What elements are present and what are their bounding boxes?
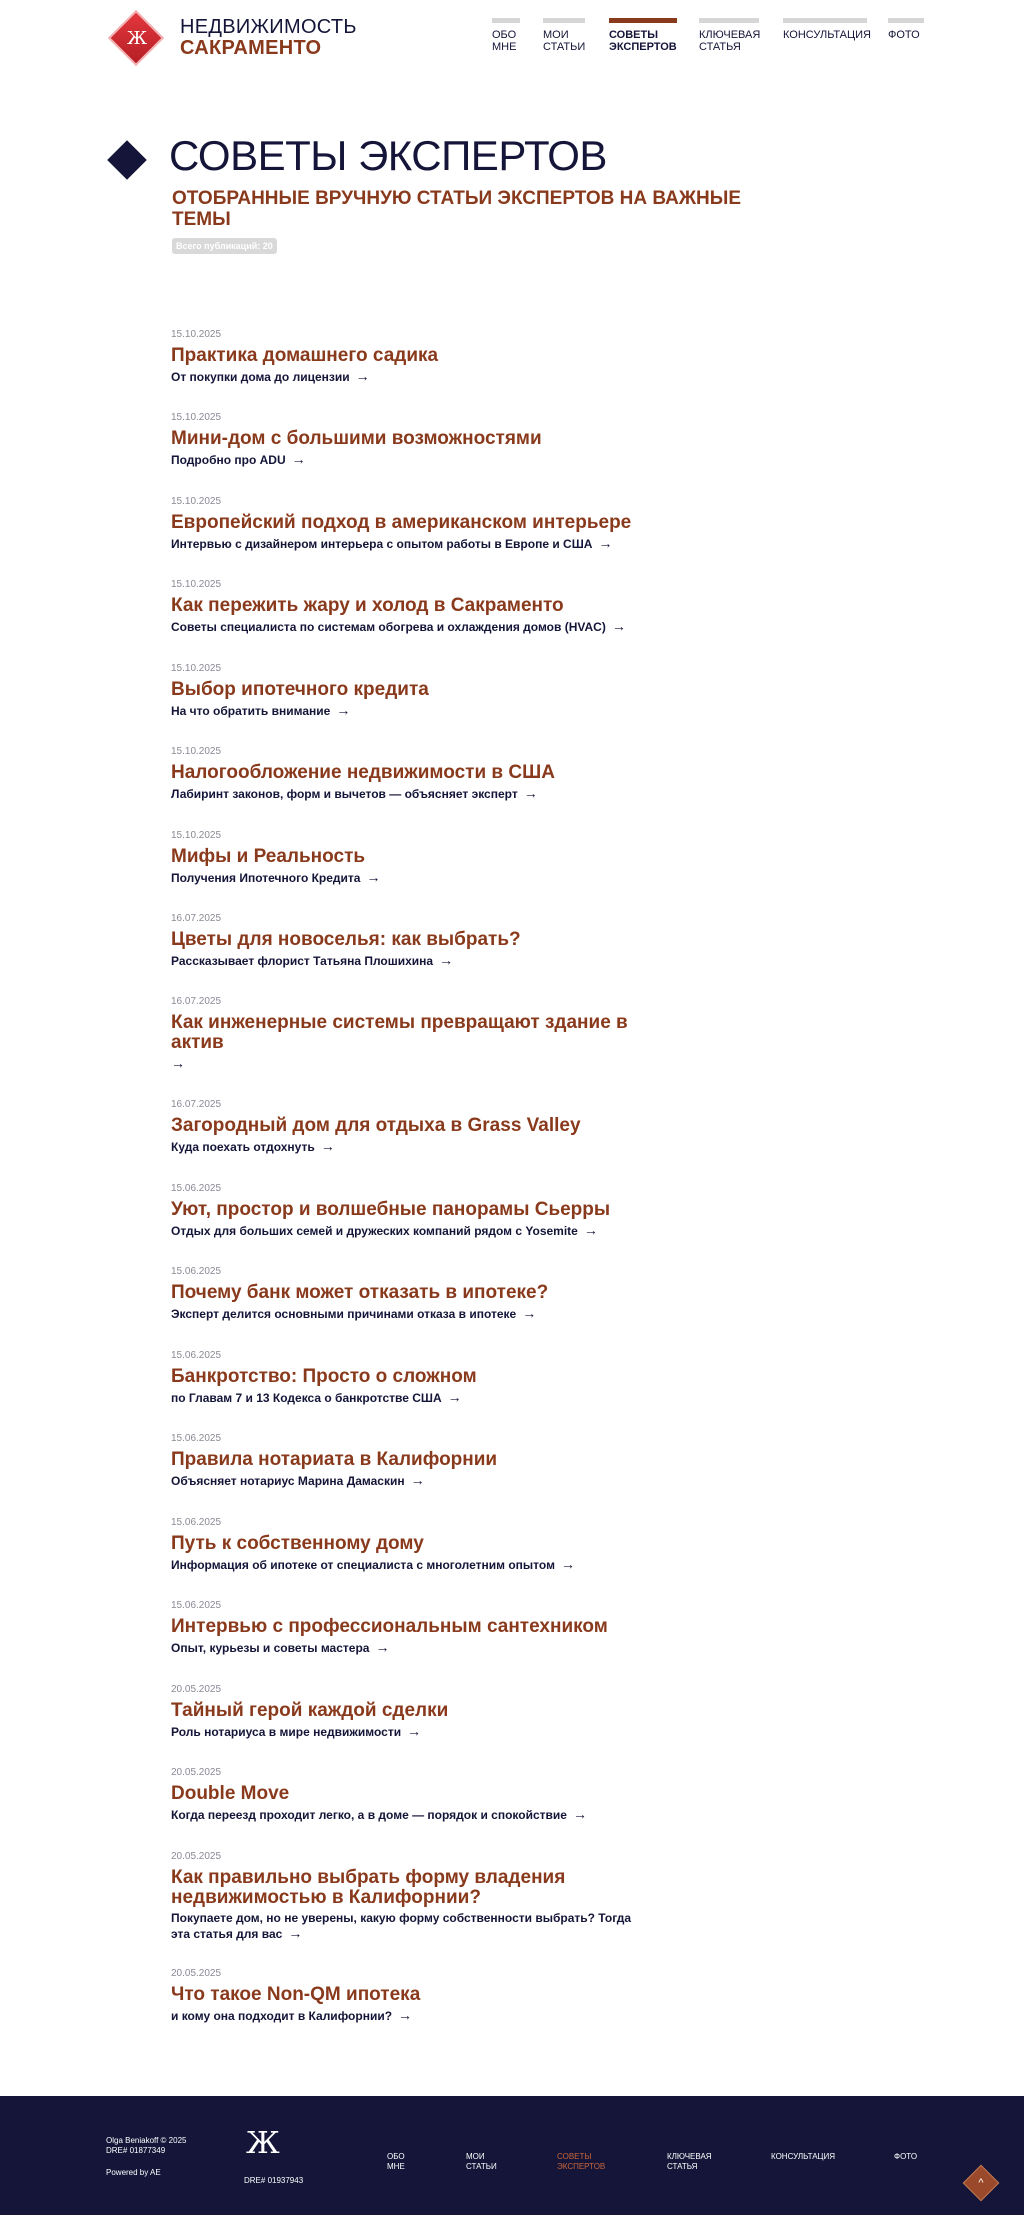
article-date: 15.06.2025 xyxy=(171,1183,222,1194)
article-item[interactable] xyxy=(171,996,691,1072)
footer-nav-label: ОБО xyxy=(387,2152,405,2161)
nav-item-consultation[interactable] xyxy=(783,18,871,41)
article-title[interactable]: Как правильно выбрать форму владения недвижимостью в Калифорнии? xyxy=(171,1867,566,1908)
nav-indicator xyxy=(543,18,585,23)
footer-nav-my-articles[interactable] xyxy=(466,2152,497,2172)
footer-nav-about[interactable] xyxy=(387,2152,405,2172)
article-date: 15.10.2025 xyxy=(171,579,222,590)
arrow-right-icon[interactable]: → xyxy=(291,451,306,467)
article-title[interactable]: Загородный дом для отдыха в Grass Valley xyxy=(171,1115,581,1136)
dre-number: DRE# 01877349 xyxy=(106,2146,166,2155)
article-item[interactable] xyxy=(171,1183,691,1239)
footer-nav-label: КОНСУЛЬТАЦИЯ xyxy=(771,2152,835,2161)
article-item[interactable] xyxy=(171,1350,691,1406)
article-title[interactable]: Как пережить жару и холод в Сакраменто xyxy=(171,595,564,616)
nav-item-expert-advice[interactable] xyxy=(609,18,677,53)
top-navigation xyxy=(0,18,1024,58)
nav-item-my-articles[interactable] xyxy=(543,18,585,53)
arrow-right-icon[interactable]: → xyxy=(407,1723,422,1739)
publication-count-badge: Всего публикаций: 20 xyxy=(172,238,277,254)
article-date: 16.07.2025 xyxy=(171,996,222,1007)
article-item[interactable] xyxy=(171,1517,691,1573)
arrow-right-icon[interactable]: → xyxy=(447,1389,462,1405)
article-subtitle[interactable]: Лабиринт законов, форм и вычетов — объясняет эксперт → xyxy=(171,785,538,801)
article-subtitle[interactable]: Эксперт делится основными причинами отказа в ипотеке → xyxy=(171,1305,537,1321)
footer-nav-consultation[interactable] xyxy=(771,2152,835,2162)
nav-label: КЛЮЧЕВАЯ xyxy=(699,29,761,41)
footer-nav-photo[interactable] xyxy=(894,2152,917,2162)
arrow-right-icon[interactable]: → xyxy=(171,1055,185,1071)
article-item[interactable] xyxy=(171,496,691,552)
article-date: 16.07.2025 xyxy=(171,1099,222,1110)
page-subtitle: ОТОБРАННЫЕ ВРУЧНУЮ СТАТЬИ ЭКСПЕРТОВ НА ВАЖНЫЕ ТЕМЫ xyxy=(172,188,742,230)
article-subtitle[interactable]: На что обратить внимание → xyxy=(171,702,351,718)
footer-nav-label: СТАТЬЯ xyxy=(667,2162,698,2171)
article-item[interactable] xyxy=(171,913,691,969)
article-title[interactable]: Выбор ипотечного кредита xyxy=(171,679,429,700)
article-subtitle[interactable] xyxy=(171,1056,691,1072)
article-title[interactable]: Интервью с профессиональным сантехником xyxy=(171,1616,608,1637)
article-item[interactable] xyxy=(171,1851,691,1942)
article-subtitle[interactable]: по Главам 7 и 13 Кодекса о банкротстве США → xyxy=(171,1389,462,1405)
nav-indicator xyxy=(699,18,759,23)
site-footer xyxy=(0,2096,1024,2215)
footer-nav-label: КЛЮЧЕВАЯ xyxy=(667,2152,712,2161)
arrow-right-icon[interactable]: → xyxy=(560,1556,575,1572)
article-subtitle[interactable]: Куда поехать отдохнуть → xyxy=(171,1138,335,1154)
article-title[interactable]: Налогообложение недвижимости в США xyxy=(171,762,555,783)
footer-dre-number: DRE# 01937943 xyxy=(244,2176,304,2185)
article-date: 15.06.2025 xyxy=(171,1600,222,1611)
nav-label: ОБО xyxy=(492,29,517,41)
article-title[interactable]: Путь к собственному дому xyxy=(171,1533,424,1554)
chevron-up-icon: ^ xyxy=(978,2177,984,2189)
arrow-right-icon[interactable]: → xyxy=(439,952,454,968)
article-date: 15.10.2025 xyxy=(171,412,222,423)
article-subtitle[interactable]: Получения Ипотечного Кредита → xyxy=(171,869,381,885)
article-title[interactable]: Цветы для новоселья: как выбрать? xyxy=(171,929,521,950)
article-date: 15.06.2025 xyxy=(171,1517,222,1528)
arrow-right-icon[interactable]: → xyxy=(398,2007,413,2023)
logo-mark-icon: Ж xyxy=(108,10,165,67)
arrow-right-icon[interactable]: → xyxy=(522,1305,537,1321)
arrow-right-icon[interactable]: → xyxy=(375,1639,390,1655)
copyright-text: Olga Beniakoff © 2025 xyxy=(106,2136,187,2145)
article-subtitle[interactable]: Объясняет нотариус Марина Дамаскин → xyxy=(171,1472,425,1488)
article-date: 20.05.2025 xyxy=(171,1851,222,1862)
footer-nav-label: ФОТО xyxy=(894,2152,918,2161)
article-date: 20.05.2025 xyxy=(171,1684,222,1695)
article-subtitle[interactable]: и кому она подходит в Калифорнии? → xyxy=(171,2007,413,2023)
footer-nav-key-article[interactable] xyxy=(667,2152,712,2172)
article-subtitle[interactable]: Рассказывает флорист Татьяна Плошихина → xyxy=(171,952,454,968)
nav-indicator xyxy=(609,18,677,23)
arrow-right-icon[interactable]: → xyxy=(410,1472,425,1488)
article-subtitle[interactable]: Покупаете дом, но не уверены, какую форму собственности выбрать? Тогда эта статья для вас → xyxy=(171,1911,632,1941)
arrow-right-icon[interactable]: → xyxy=(523,785,538,801)
page-title: СОВЕТЫ ЭКСПЕРТОВ xyxy=(169,132,607,179)
footer-nav-label: СТАТЬИ xyxy=(466,2162,497,2171)
article-date: 15.06.2025 xyxy=(171,1266,222,1277)
nav-item-photo[interactable] xyxy=(888,18,924,41)
article-date: 20.05.2025 xyxy=(171,1767,222,1778)
article-subtitle[interactable]: Опыт, курьезы и советы мастера → xyxy=(171,1639,390,1655)
article-subtitle[interactable]: Подробно про ADU → xyxy=(171,451,306,467)
nav-label: СОВЕТЫ xyxy=(609,29,658,41)
article-title[interactable]: Практика домашнего садика xyxy=(171,345,439,366)
article-title[interactable]: Банкротство: Просто о сложном xyxy=(171,1366,477,1387)
arrow-right-icon[interactable]: → xyxy=(572,1806,587,1822)
article-date: 15.06.2025 xyxy=(171,1350,222,1361)
nav-label: СТАТЬЯ xyxy=(699,41,741,53)
powered-by[interactable]: Powered by AE xyxy=(106,2168,161,2177)
article-item[interactable] xyxy=(171,1968,691,2024)
article-item[interactable] xyxy=(171,1767,691,1823)
nav-label: МНЕ xyxy=(492,41,517,53)
article-date: 15.10.2025 xyxy=(171,329,222,340)
article-title[interactable]: Double Move xyxy=(171,1783,290,1804)
logo-line1: НЕДВИЖИМОСТЬ xyxy=(180,16,357,38)
article-subtitle[interactable]: Интервью с дизайнером интерьера с опытом работы в Европе и США → xyxy=(171,535,613,551)
arrow-right-icon[interactable]: → xyxy=(611,618,626,634)
article-subtitle[interactable]: Советы специалиста по системам обогрева и охлаждения домов (HVAC) → xyxy=(171,618,626,634)
arrow-right-icon[interactable]: → xyxy=(288,1925,303,1941)
nav-label: СТАТЬИ xyxy=(543,41,586,53)
article-item[interactable] xyxy=(171,329,691,385)
nav-indicator xyxy=(888,18,924,23)
footer-logo-icon[interactable]: Ж xyxy=(246,2126,276,2161)
arrow-right-icon[interactable]: → xyxy=(320,1138,335,1154)
logo-line2: САКРАМЕНТО xyxy=(180,37,322,59)
article-date: 15.10.2025 xyxy=(171,830,222,841)
article-date: 15.10.2025 xyxy=(171,496,222,507)
nav-label: МОИ xyxy=(543,29,569,41)
nav-item-key-article[interactable] xyxy=(699,18,759,53)
article-title[interactable]: Как инженерные системы превращают здание в актив xyxy=(171,1012,628,1053)
footer-nav-label: СОВЕТЫ xyxy=(557,2152,592,2161)
article-title[interactable]: Уют, простор и волшебные панорамы Сьерры xyxy=(171,1199,611,1220)
article-item[interactable] xyxy=(171,579,691,635)
article-item[interactable] xyxy=(171,830,691,886)
nav-indicator xyxy=(492,18,520,23)
article-date: 15.10.2025 xyxy=(171,746,222,757)
article-item[interactable] xyxy=(171,1600,691,1656)
article-title[interactable]: Мини-дом с большими возможностями xyxy=(171,428,542,449)
article-subtitle[interactable]: От покупки дома до лицензии → xyxy=(171,368,370,384)
arrow-right-icon[interactable]: → xyxy=(355,368,370,384)
article-date: 20.05.2025 xyxy=(171,1968,222,1979)
article-title[interactable]: Что такое Non-QM ипотека xyxy=(171,1984,421,2005)
article-subtitle[interactable]: Роль нотариуса в мире недвижимости → xyxy=(171,1723,422,1739)
article-title[interactable]: Европейский подход в американском интерьере xyxy=(171,512,632,533)
nav-indicator xyxy=(783,18,867,23)
article-item[interactable] xyxy=(171,1684,691,1740)
footer-nav-label: МОИ xyxy=(466,2152,485,2161)
nav-label: КОНСУЛЬТАЦИЯ xyxy=(783,29,871,41)
article-subtitle[interactable]: Информация об ипотеке от специалиста с многолетним опытом → xyxy=(171,1556,575,1572)
arrow-right-icon[interactable]: → xyxy=(366,869,381,885)
arrow-right-icon[interactable]: → xyxy=(598,535,613,551)
nav-label: ЭКСПЕРТОВ xyxy=(609,41,677,53)
article-title[interactable]: Правила нотариата в Калифорнии xyxy=(171,1449,498,1470)
article-item[interactable] xyxy=(171,412,691,468)
article-item[interactable] xyxy=(171,1099,691,1155)
article-title[interactable]: Тайный герой каждой сделки xyxy=(171,1700,449,1721)
article-subtitle[interactable]: Когда переезд проходит легко, а в доме — порядок и спокойствие → xyxy=(171,1806,587,1822)
nav-item-about[interactable] xyxy=(492,18,520,53)
footer-nav-label: ЭКСПЕРТОВ xyxy=(557,2162,606,2171)
footer-copyright xyxy=(106,2136,186,2156)
article-title[interactable]: Мифы и Реальность xyxy=(171,846,366,867)
arrow-right-icon[interactable]: → xyxy=(336,702,351,718)
article-date: 16.07.2025 xyxy=(171,913,222,924)
article-item[interactable] xyxy=(171,1266,691,1322)
title-diamond-icon xyxy=(107,140,147,180)
article-item[interactable] xyxy=(171,1433,691,1489)
article-date: 15.06.2025 xyxy=(171,1433,222,1444)
footer-nav-expert-advice[interactable] xyxy=(557,2152,605,2172)
footer-nav-label: МНЕ xyxy=(387,2162,405,2171)
article-subtitle[interactable]: Отдых для больших семей и дружеских компаний рядом с Yosemite → xyxy=(171,1222,598,1238)
arrow-right-icon[interactable]: → xyxy=(583,1222,598,1238)
article-item[interactable] xyxy=(171,746,691,802)
nav-label: ФОТО xyxy=(888,29,920,41)
article-date: 15.10.2025 xyxy=(171,663,222,674)
article-item[interactable] xyxy=(171,663,691,719)
article-title[interactable]: Почему банк может отказать в ипотеке? xyxy=(171,1282,549,1303)
